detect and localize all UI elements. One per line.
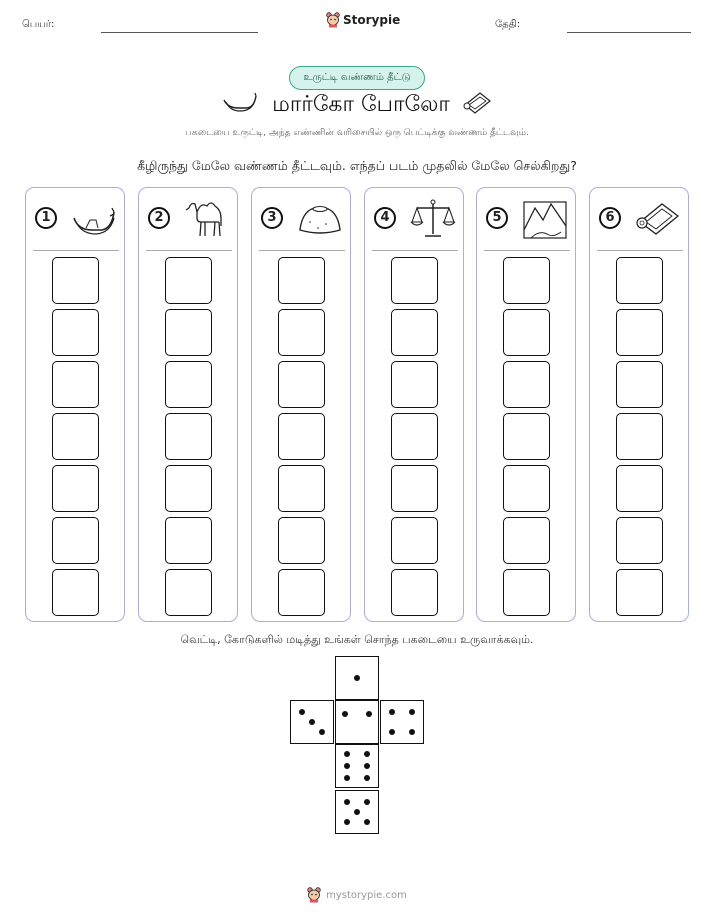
column-number: 1 xyxy=(35,207,57,229)
color-box[interactable] xyxy=(503,309,550,356)
dice-instruction: வெட்டி, கோடுகளில் மடித்து உங்கள் சொந்த பகடையை உருவாக்கவும். xyxy=(180,633,534,646)
column-1 xyxy=(25,187,125,622)
color-box[interactable] xyxy=(52,465,99,512)
scales-icon xyxy=(409,196,457,240)
color-box[interactable] xyxy=(278,361,325,408)
activity-badge: உருட்டி வண்ணம் தீட்டு xyxy=(289,66,425,90)
column-number: 6 xyxy=(599,207,621,229)
column-3 xyxy=(251,187,351,622)
color-box[interactable] xyxy=(278,309,325,356)
color-box[interactable] xyxy=(165,517,212,564)
color-box[interactable] xyxy=(165,257,212,304)
color-box[interactable] xyxy=(616,257,663,304)
storypie-logo xyxy=(326,12,400,28)
color-box[interactable] xyxy=(165,413,212,460)
column-number: 2 xyxy=(148,207,170,229)
color-box[interactable] xyxy=(503,361,550,408)
bear-icon xyxy=(326,12,340,28)
dice-net xyxy=(290,656,424,836)
dice-face-4 xyxy=(380,700,424,744)
instructions: பகடையை உருட்டி, அந்த எண்ணின் வரிசையில் ஒரு பெட்டிக்கு வண்ணம் தீட்டவும். xyxy=(185,128,529,138)
column-divider xyxy=(259,250,345,251)
color-box[interactable] xyxy=(278,257,325,304)
color-box[interactable] xyxy=(165,465,212,512)
bear-icon xyxy=(307,887,321,903)
dice-face-6 xyxy=(335,744,379,788)
title-text: மார்கோ போலோ xyxy=(272,92,450,117)
color-box[interactable] xyxy=(616,569,663,616)
color-box[interactable] xyxy=(52,413,99,460)
column-number: 3 xyxy=(261,207,283,229)
column-number: 5 xyxy=(486,207,508,229)
color-box[interactable] xyxy=(616,413,663,460)
column-divider xyxy=(33,250,119,251)
color-box[interactable] xyxy=(391,517,438,564)
carpet-icon xyxy=(634,196,682,240)
color-box[interactable] xyxy=(616,465,663,512)
color-box[interactable] xyxy=(52,309,99,356)
color-box[interactable] xyxy=(616,309,663,356)
color-box[interactable] xyxy=(391,569,438,616)
color-box[interactable] xyxy=(391,465,438,512)
mountains-icon xyxy=(521,196,569,240)
footer xyxy=(0,887,714,903)
dice-face-1 xyxy=(335,656,379,700)
color-box[interactable] xyxy=(391,257,438,304)
dice-face-3 xyxy=(290,700,334,744)
color-box[interactable] xyxy=(503,413,550,460)
color-box[interactable] xyxy=(165,569,212,616)
dice-face-5 xyxy=(335,790,379,834)
color-box[interactable] xyxy=(278,517,325,564)
footer-url[interactable]: mystorypie.com xyxy=(326,889,407,901)
volcano-icon xyxy=(296,196,344,240)
logo-text: Storypie xyxy=(343,13,401,27)
page-title xyxy=(0,91,714,120)
camel-icon xyxy=(183,196,231,240)
color-box[interactable] xyxy=(503,517,550,564)
color-box[interactable] xyxy=(616,517,663,564)
color-box[interactable] xyxy=(616,361,663,408)
color-box[interactable] xyxy=(391,413,438,460)
color-box[interactable] xyxy=(165,309,212,356)
question: கீழிருந்து மேலே வண்ணம் தீட்டவும். எந்தப் படம் முதலில் மேலே செல்கிறது? xyxy=(137,158,577,173)
column-divider xyxy=(146,250,232,251)
date-line[interactable] xyxy=(567,32,691,33)
color-box[interactable] xyxy=(503,257,550,304)
color-box[interactable] xyxy=(278,465,325,512)
color-box[interactable] xyxy=(391,361,438,408)
gondola-icon xyxy=(222,92,258,114)
date-label: தேதி: xyxy=(495,19,521,30)
color-box[interactable] xyxy=(278,413,325,460)
name-line[interactable] xyxy=(101,32,258,33)
column-divider xyxy=(372,250,458,251)
color-box[interactable] xyxy=(391,309,438,356)
color-box[interactable] xyxy=(52,257,99,304)
dice-face-2 xyxy=(335,700,379,744)
column-divider xyxy=(484,250,570,251)
column-number: 4 xyxy=(374,207,396,229)
column-5 xyxy=(476,187,576,622)
color-box[interactable] xyxy=(278,569,325,616)
color-box[interactable] xyxy=(503,465,550,512)
color-box[interactable] xyxy=(52,569,99,616)
color-box[interactable] xyxy=(503,569,550,616)
gondola-icon xyxy=(70,196,118,240)
column-4 xyxy=(364,187,464,622)
carpet-icon xyxy=(462,91,492,115)
name-label: பெயர்: xyxy=(22,19,55,30)
column-2 xyxy=(138,187,238,622)
color-box[interactable] xyxy=(165,361,212,408)
color-box[interactable] xyxy=(52,361,99,408)
column-6 xyxy=(589,187,689,622)
color-box[interactable] xyxy=(52,517,99,564)
column-divider xyxy=(597,250,683,251)
